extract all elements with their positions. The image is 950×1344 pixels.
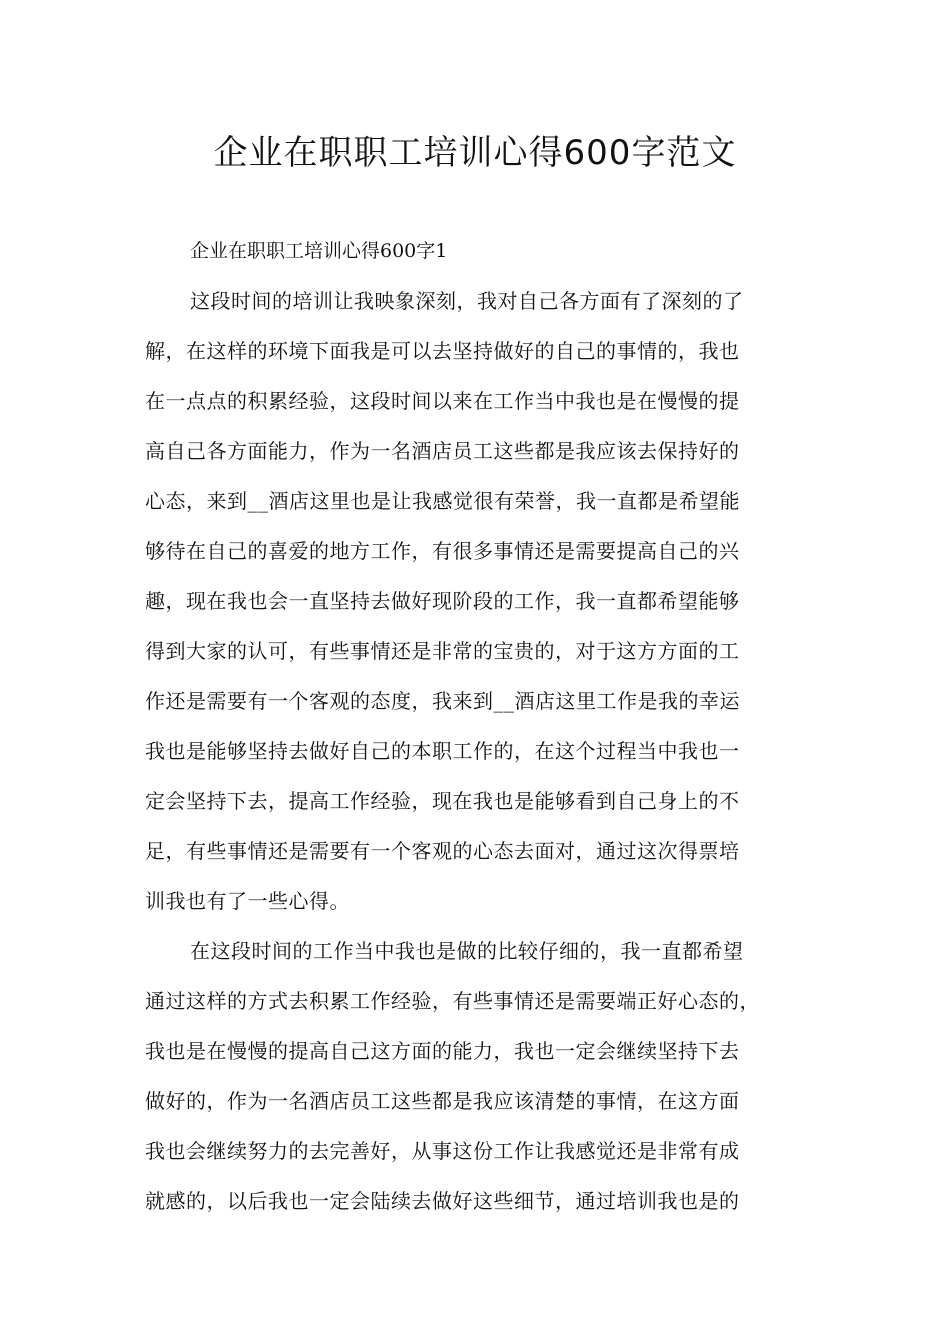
paragraph-line: 足，有些事情还是需要有一个客观的心态去面对，通过这次得票培 — [145, 839, 740, 863]
paragraph-line: 作还是需要有一个客观的态度，我来到__酒店这里工作是我的幸运 — [145, 689, 740, 713]
paragraph-line: 高自己各方面能力，作为一名酒店员工这些都是我应该去保持好的 — [145, 439, 740, 463]
paragraph-line: 我也是在慢慢的提高自己这方面的能力，我也一定会继续坚持下去 — [145, 1039, 740, 1063]
paragraph-line: 这段时间的培训让我映象深刻，我对自己各方面有了深刻的了 — [190, 289, 744, 313]
paragraph-line: 在一点点的积累经验，这段时间以来在工作当中我也是在慢慢的提 — [145, 389, 740, 413]
paragraph-line: 够待在自己的喜爱的地方工作，有很多事情还是需要提高自己的兴 — [145, 539, 740, 563]
paragraph-line: 在这段时间的工作当中我也是做的比较仔细的，我一直都希望 — [190, 939, 744, 963]
paragraph-line: 我也是能够坚持去做好自己的本职工作的，在这个过程当中我也一 — [145, 739, 740, 763]
document-title: 企业在职职工培训心得600字范文 — [213, 133, 737, 173]
paragraph-line: 训我也有了一些心得。 — [145, 889, 350, 913]
paragraph-line: 得到大家的认可，有些事情还是非常的宝贵的，对于这方方面的工 — [145, 639, 740, 663]
paragraph-line: 解，在这样的环境下面我是可以去坚持做好的自己的事情的，我也 — [145, 339, 740, 363]
paragraph-container — [145, 276, 810, 1226]
document-body — [145, 226, 810, 1226]
paragraph — [145, 926, 810, 1226]
paragraph-line: 趣，现在我也会一直坚持去做好现阶段的工作，我一直都希望能够 — [145, 589, 740, 613]
paragraph-line: 心态，来到__酒店这里也是让我感觉很有荣誉，我一直都是希望能 — [145, 489, 740, 513]
paragraph-line: 我也会继续努力的去完善好，从事这份工作让我感觉还是非常有成 — [145, 1139, 740, 1163]
paragraph — [145, 276, 810, 926]
paragraph-line: 就感的，以后我也一定会陆续去做好这些细节，通过培训我也是的 — [145, 1189, 740, 1213]
paragraph-line: 做好的，作为一名酒店员工这些都是我应该清楚的事情，在这方面 — [145, 1089, 740, 1113]
section-subheading: 企业在职职工培训心得600字1 — [190, 240, 448, 262]
paragraph-line: 通过这样的方式去积累工作经验，有些事情还是需要端正好心态的， — [145, 989, 760, 1013]
paragraph-line: 定会坚持下去，提高工作经验，现在我也是能够看到自己身上的不 — [145, 789, 740, 813]
